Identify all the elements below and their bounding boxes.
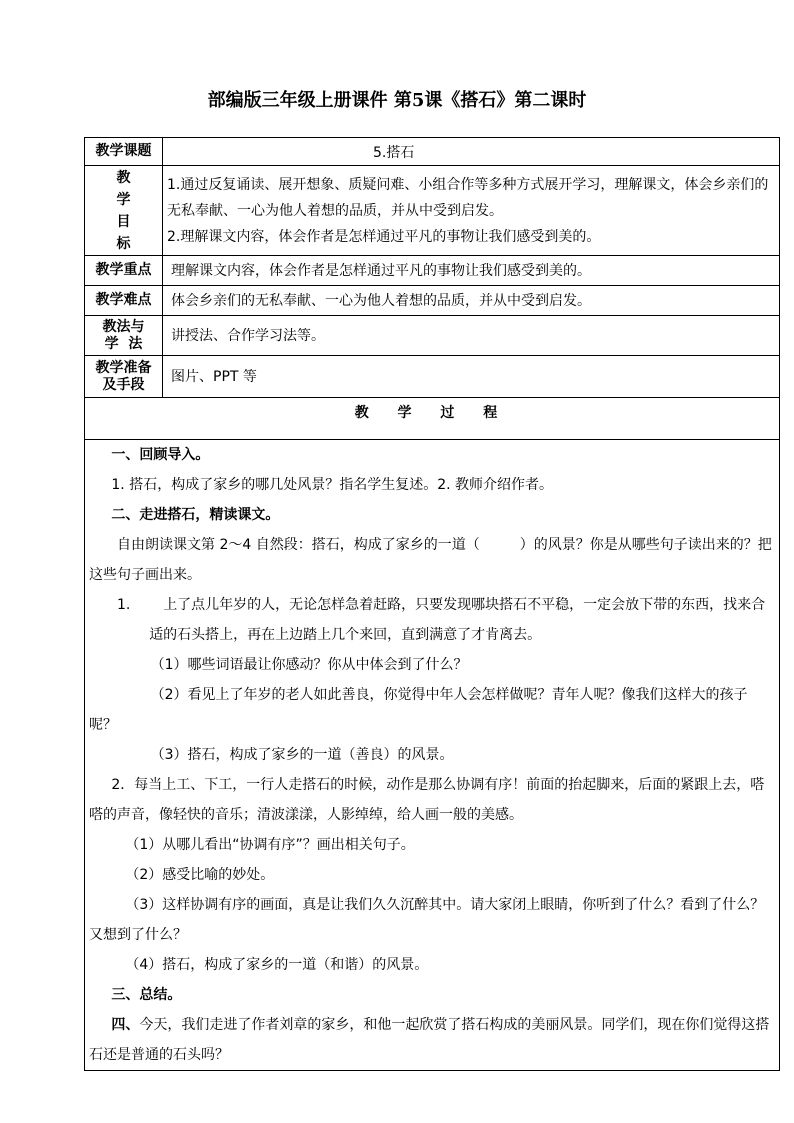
row-process-body [85,440,780,1071]
method-label [85,316,163,356]
question-3: （3）搭石，构成了家乡的一道（善良）的风景。 [150,747,454,763]
section-1-title: 一、回顾导入。 [111,447,210,463]
process-body [85,440,780,1071]
question-1: （1）哪些词语最让你感动？你从中体会到了什么？ [150,657,468,673]
prep-label-line: 及手段 [102,376,145,393]
row-difficulty [85,286,780,316]
topic-label: 教学课题 [85,138,163,166]
goal-item: 1.通过反复诵读、展开想象、质疑问难、小组合作等多种方式展开学习，理解课文，体会乡亲们的无私奉献、一心为他人着想的品质，并从中受到启发。 [167,176,769,219]
goals-label [85,166,163,256]
goals-label-char: 教 [116,169,131,186]
row-prep [85,356,780,398]
process-heading: 教 学 过 程 [85,398,780,440]
lesson-plan-table [84,137,780,1071]
item-1-text: 上了点儿年岁的人，无论怎样急着赶路，只要发现哪块搭石不平稳，一定会放下带的东西，找来合适的石头搭上，再在上边踏上几个来回，直到满意了才肯离去。 [149,597,766,643]
goals-label-char: 学 [116,191,131,208]
row-method [85,316,780,356]
method-value: 讲授法、合作学习法等。 [163,316,780,356]
method-label-line: 学 法 [104,335,143,352]
numbered-item-2: 2．每当上工、下工，一行人走搭石的时候，动作是那么协调有序！前面的抬起脚来，后面的紧跟上去，嗒嗒的声音，像轻快的音乐；清波漾漾，人影绰绰，给人画一般的美感。 [89,777,765,823]
difficulty-value: 体会乡亲们的无私奉献、一心为他人着想的品质，并从中受到启发。 [163,286,780,316]
reflection-2: （2）感受比喻的妙处。 [125,867,275,883]
method-label-line: 教法与 [102,318,145,335]
row-goals [85,166,780,256]
row-key [85,256,780,286]
topic-value: 5.搭石 [163,138,780,166]
intro-part-a: 自由朗读课文第 2～4 自然段：搭石，构成了家乡的一道（ [117,537,480,553]
reflection-3: （3）这样协调有序的画面，真是让我们久久沉醉其中。请大家闭上眼睛，你听到了什么？看到了什么？又想到了什么？ [89,897,765,943]
goals-value [163,166,780,256]
prep-value: 图片、PPT 等 [163,356,780,398]
page-title: 部编版三年级上册课件 第5课《搭石》第二课时 [207,90,587,111]
row-topic [85,138,780,166]
intro-part-b: ）的风景？你是从哪些句子读出来的？把这些句子画出来。 [89,537,772,583]
prep-label [85,356,163,398]
key-label: 教学重点 [85,256,163,286]
goals-label-char: 目 [116,213,131,230]
section-4-text: 今天，我们走进了作者刘章的家乡，和他一起欣赏了搭石构成的美丽风景。同学们，现在你们觉得这搭石还是普通的石头吗？ [89,1017,770,1063]
item-1-number: 1. [117,597,131,613]
prep-label-line: 教学准备 [95,359,152,376]
section-4-label: 四、 [111,1017,140,1033]
difficulty-label: 教学难点 [85,286,163,316]
numbered-item-1 [89,590,775,650]
section-3-title: 三、总结。 [111,987,182,1003]
goal-item: 2.理解课文内容，体会作者是怎样通过平凡的事物让我们感受到美的。 [167,228,601,245]
key-value: 理解课文内容，体会作者是怎样通过平凡的事物让我们感受到美的。 [163,256,780,286]
question-2: （2）看见上了年岁的老人如此善良，你觉得中年人会怎样做呢？青年人呢？像我们这样大的孩子呢？ [89,687,748,733]
section-2-intro [89,530,775,590]
reflection-4: （4）搭石，构成了家乡的一道（和谐）的风景。 [125,957,429,973]
section-2-title: 二、走进搭石，精读课文。 [111,507,280,523]
section-4-paragraph [89,1010,775,1070]
row-process-heading [85,398,780,440]
reflection-1: （1）从哪儿看出“协调有序”？画出相关句子。 [125,837,415,853]
section-1-paragraph: 1. 搭石，构成了家乡的哪几处风景？指名学生复述。2. 教师介绍作者。 [111,477,554,493]
goals-label-char: 标 [116,235,131,252]
